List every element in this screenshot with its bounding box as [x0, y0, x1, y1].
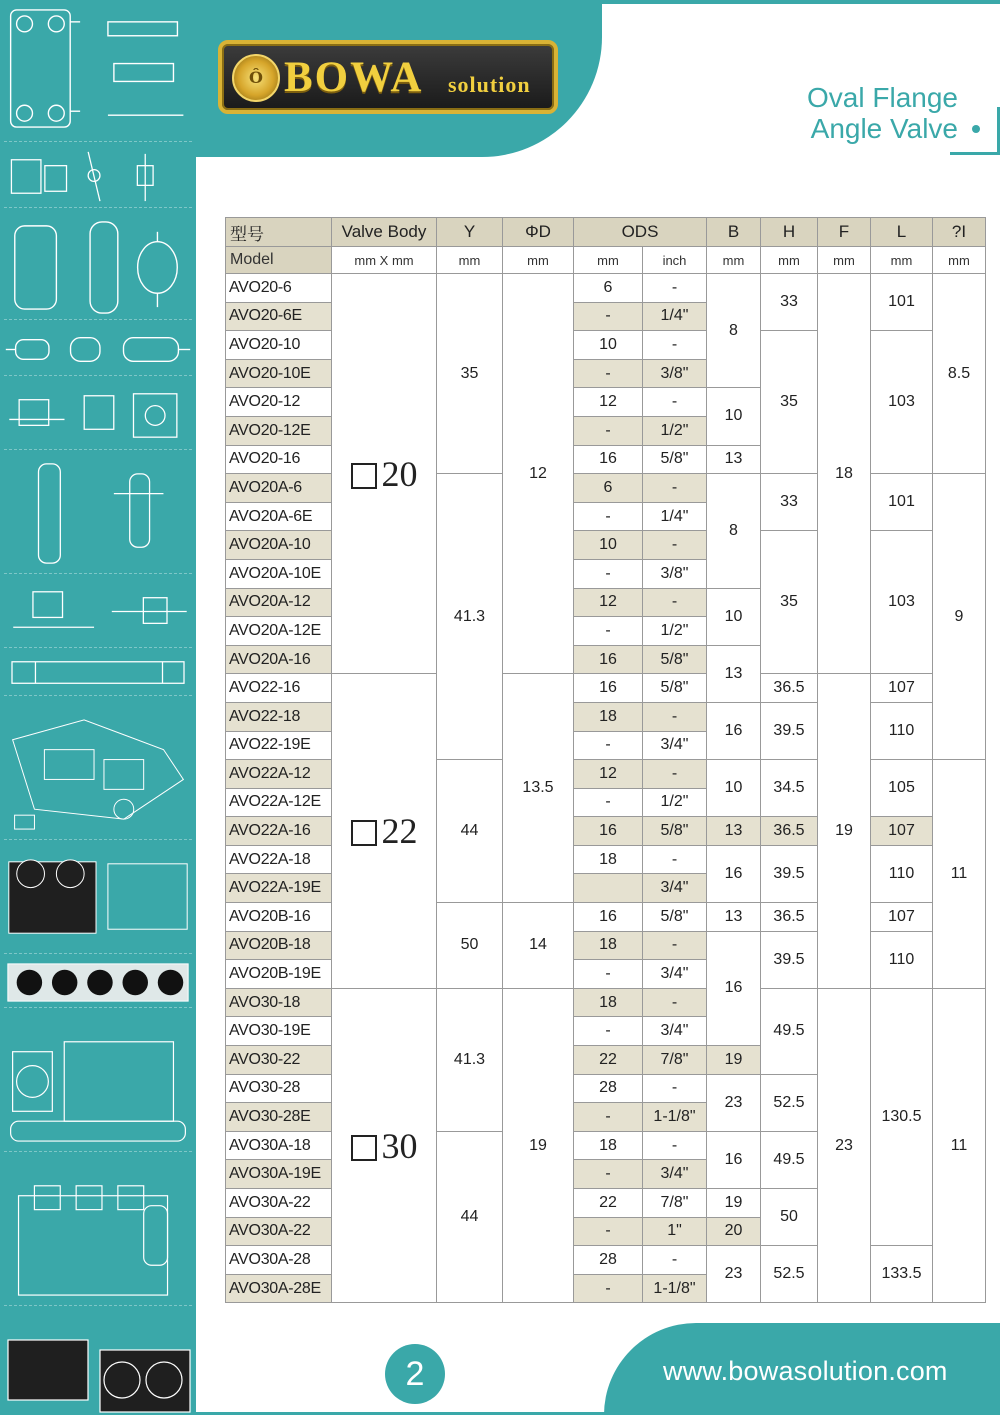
- ods-mm-cell: -: [574, 416, 643, 445]
- ods-inch-cell: 7/8": [643, 1046, 707, 1075]
- unit-header: mm: [707, 247, 761, 274]
- b-value-cell: 19: [707, 1046, 761, 1075]
- ods-inch-cell: 1-1/8": [643, 1103, 707, 1132]
- ods-mm-cell: -: [574, 960, 643, 989]
- model-cell: AVO20A-12E: [226, 617, 332, 646]
- model-cell: AVO30-28E: [226, 1103, 332, 1132]
- h-value-cell: 34.5: [761, 760, 818, 817]
- b-value-cell: 16: [707, 1131, 761, 1188]
- b-value-cell: 23: [707, 1246, 761, 1303]
- ods-inch-cell: 1": [643, 1217, 707, 1246]
- f-value-cell: 23: [818, 988, 871, 1303]
- title-line-1: Oval Flange: [807, 82, 958, 113]
- b-value-cell: 13: [707, 903, 761, 932]
- unit-header: mm: [818, 247, 871, 274]
- table-row: [226, 674, 986, 703]
- spec-table-body: [226, 274, 986, 1303]
- b-value-cell: 8: [707, 274, 761, 388]
- unit-header: mm: [933, 247, 986, 274]
- ods-inch-cell: 5/8": [643, 445, 707, 474]
- i-value-cell: 8.5: [933, 274, 986, 474]
- square-icon: [351, 820, 377, 846]
- chiller-unit-image: [4, 1310, 192, 1415]
- b-value-cell: 16: [707, 702, 761, 759]
- d-value-cell: 14: [503, 903, 574, 989]
- model-cell: AVO30-19E: [226, 1017, 332, 1046]
- ods-mm-cell: 16: [574, 817, 643, 846]
- ods-mm-cell: -: [574, 1274, 643, 1303]
- ods-mm-cell: 18: [574, 1131, 643, 1160]
- ods-mm-cell: -: [574, 1160, 643, 1189]
- b-value-cell: 16: [707, 931, 761, 1045]
- ods-mm-cell: 18: [574, 702, 643, 731]
- model-cell: AVO22A-16: [226, 817, 332, 846]
- model-cell: AVO22A-19E: [226, 874, 332, 903]
- h-value-cell: 39.5: [761, 931, 818, 988]
- unit-header: mm: [503, 247, 574, 274]
- ods-mm-cell: 10: [574, 531, 643, 560]
- ods-mm-cell: 12: [574, 760, 643, 789]
- ods-inch-cell: -: [643, 702, 707, 731]
- valve-body-cell: [332, 674, 437, 989]
- column-header: B: [707, 218, 761, 247]
- valve-body-cell: [332, 274, 437, 674]
- model-cell: AVO22-16: [226, 674, 332, 703]
- unit-header: mm X mm: [332, 247, 437, 274]
- ods-mm-cell: -: [574, 731, 643, 760]
- ods-mm-cell: -: [574, 617, 643, 646]
- h-value-cell: 52.5: [761, 1074, 818, 1131]
- column-header: F: [818, 218, 871, 247]
- condensing-unit-image: [4, 844, 192, 954]
- ods-inch-cell: -: [643, 1246, 707, 1275]
- ods-inch-cell: -: [643, 1131, 707, 1160]
- h-value-cell: 35: [761, 331, 818, 474]
- table-row: [226, 274, 986, 303]
- ods-mm-cell: [574, 874, 643, 903]
- table-row: [226, 988, 986, 1017]
- evaporator-fan-image: [4, 958, 192, 1008]
- ods-mm-cell: 16: [574, 445, 643, 474]
- model-cell: AVO20-10E: [226, 359, 332, 388]
- solenoid-valve-image: [4, 578, 192, 648]
- unit-header: mm: [574, 247, 643, 274]
- unit-header: inch: [643, 247, 707, 274]
- ods-inch-cell: 1/2": [643, 617, 707, 646]
- model-cell: AVO20B-16: [226, 903, 332, 932]
- model-cell: AVO22A-12: [226, 760, 332, 789]
- valve-body-value: 30: [381, 1125, 418, 1166]
- valve-assembly-image: [4, 380, 192, 450]
- ods-inch-cell: 3/4": [643, 1017, 707, 1046]
- d-value-cell: 12: [503, 274, 574, 674]
- ods-inch-cell: 7/8": [643, 1189, 707, 1218]
- model-cell: AVO20A-6E: [226, 502, 332, 531]
- ods-mm-cell: 18: [574, 845, 643, 874]
- brand-logo: [218, 40, 558, 114]
- column-header: 型号: [226, 218, 332, 247]
- y-value-cell: 41.3: [437, 988, 503, 1131]
- ods-inch-cell: -: [643, 474, 707, 503]
- ods-mm-cell: 6: [574, 474, 643, 503]
- f-value-cell: 18: [818, 274, 871, 674]
- column-header: ΦD: [503, 218, 574, 247]
- header-row: [226, 218, 986, 247]
- ods-inch-cell: 1/4": [643, 502, 707, 531]
- l-value-cell: 101: [871, 474, 933, 531]
- ods-inch-cell: -: [643, 531, 707, 560]
- unit-header: Model: [226, 247, 332, 274]
- brand-tagline: solution: [448, 72, 531, 97]
- spec-table: [225, 217, 986, 1303]
- ods-inch-cell: 3/8": [643, 559, 707, 588]
- b-value-cell: 10: [707, 388, 761, 445]
- ods-mm-cell: 6: [574, 274, 643, 303]
- h-value-cell: 39.5: [761, 702, 818, 759]
- compressor-unit-image: [4, 1012, 192, 1152]
- model-cell: AVO20B-19E: [226, 960, 332, 989]
- b-value-cell: 8: [707, 474, 761, 588]
- oil-separator-image: [4, 454, 192, 574]
- valve-body-value: 20: [381, 453, 418, 494]
- model-cell: AVO20A-10E: [226, 559, 332, 588]
- ods-inch-cell: 1/4": [643, 302, 707, 331]
- ods-inch-cell: 1/2": [643, 416, 707, 445]
- l-value-cell: 103: [871, 331, 933, 474]
- ods-mm-cell: 10: [574, 331, 643, 360]
- ods-mm-cell: 22: [574, 1189, 643, 1218]
- ods-inch-cell: 5/8": [643, 903, 707, 932]
- ods-mm-cell: 12: [574, 388, 643, 417]
- b-value-cell: 13: [707, 817, 761, 846]
- l-value-cell: 130.5: [871, 988, 933, 1245]
- filter-drier-image: [4, 324, 192, 376]
- ods-inch-cell: 1-1/8": [643, 1274, 707, 1303]
- model-cell: AVO20-6: [226, 274, 332, 303]
- h-value-cell: 36.5: [761, 903, 818, 932]
- b-value-cell: 23: [707, 1074, 761, 1131]
- model-cell: AVO30A-18: [226, 1131, 332, 1160]
- l-value-cell: 110: [871, 702, 933, 759]
- piping-diagram-image: [4, 700, 192, 840]
- square-icon: [351, 1135, 377, 1161]
- ods-mm-cell: -: [574, 1217, 643, 1246]
- column-header: L: [871, 218, 933, 247]
- ods-inch-cell: 5/8": [643, 645, 707, 674]
- l-value-cell: 110: [871, 931, 933, 988]
- l-value-cell: 107: [871, 817, 933, 846]
- i-value-cell: 11: [933, 760, 986, 989]
- ods-mm-cell: 18: [574, 988, 643, 1017]
- f-value-cell: 19: [818, 674, 871, 989]
- valve-body-value: 22: [381, 811, 418, 852]
- d-value-cell: 13.5: [503, 674, 574, 903]
- y-value-cell: 44: [437, 760, 503, 903]
- h-value-cell: 36.5: [761, 674, 818, 703]
- b-value-cell: 16: [707, 845, 761, 902]
- b-value-cell: 10: [707, 760, 761, 817]
- ods-inch-cell: 3/4": [643, 874, 707, 903]
- receiver-tank-image: [4, 212, 192, 320]
- column-header: H: [761, 218, 818, 247]
- model-cell: AVO20-12E: [226, 416, 332, 445]
- ods-inch-cell: -: [643, 1074, 707, 1103]
- ods-inch-cell: -: [643, 988, 707, 1017]
- rail-diagram-image: [4, 652, 192, 696]
- ods-inch-cell: 5/8": [643, 817, 707, 846]
- y-value-cell: 50: [437, 903, 503, 989]
- l-value-cell: 133.5: [871, 1246, 933, 1303]
- l-value-cell: 105: [871, 760, 933, 817]
- ods-mm-cell: 22: [574, 1046, 643, 1075]
- y-value-cell: 41.3: [437, 474, 503, 760]
- ods-mm-cell: 16: [574, 645, 643, 674]
- title-bracket: [950, 107, 1000, 155]
- square-icon: [351, 463, 377, 489]
- logo-emblem-icon: Ô: [232, 54, 280, 102]
- d-value-cell: 19: [503, 988, 574, 1303]
- rack-unit-image: [4, 1156, 192, 1306]
- model-cell: AVO30A-22: [226, 1189, 332, 1218]
- ods-mm-cell: 28: [574, 1074, 643, 1103]
- ods-inch-cell: -: [643, 388, 707, 417]
- model-cell: AVO20A-16: [226, 645, 332, 674]
- valve-parts-image: [4, 146, 192, 208]
- website-url: www.bowasolution.com: [663, 1356, 948, 1386]
- model-cell: AVO22-19E: [226, 731, 332, 760]
- column-header: ODS: [574, 218, 707, 247]
- ods-inch-cell: 3/4": [643, 731, 707, 760]
- h-value-cell: 50: [761, 1189, 818, 1246]
- l-value-cell: 103: [871, 531, 933, 674]
- ods-mm-cell: 28: [574, 1246, 643, 1275]
- brand-name: BOWA: [284, 54, 424, 101]
- i-value-cell: 9: [933, 474, 986, 760]
- model-cell: AVO30-18: [226, 988, 332, 1017]
- l-value-cell: 101: [871, 274, 933, 331]
- h-value-cell: 49.5: [761, 988, 818, 1074]
- ods-mm-cell: -: [574, 502, 643, 531]
- model-cell: AVO20-10: [226, 331, 332, 360]
- model-cell: AVO20-16: [226, 445, 332, 474]
- b-value-cell: 13: [707, 445, 761, 474]
- plate-heat-exchanger-image: [4, 2, 192, 142]
- model-cell: AVO22-18: [226, 702, 332, 731]
- ods-mm-cell: -: [574, 559, 643, 588]
- ods-inch-cell: -: [643, 274, 707, 303]
- ods-mm-cell: 12: [574, 588, 643, 617]
- model-cell: AVO20A-12: [226, 588, 332, 617]
- h-value-cell: 39.5: [761, 845, 818, 902]
- model-cell: AVO20A-10: [226, 531, 332, 560]
- valve-body-cell: [332, 988, 437, 1303]
- ods-inch-cell: 3/4": [643, 960, 707, 989]
- model-cell: AVO30-28: [226, 1074, 332, 1103]
- model-cell: AVO30A-28E: [226, 1274, 332, 1303]
- ods-mm-cell: -: [574, 302, 643, 331]
- ods-mm-cell: 18: [574, 931, 643, 960]
- h-value-cell: 33: [761, 474, 818, 531]
- ods-mm-cell: 16: [574, 903, 643, 932]
- l-value-cell: 110: [871, 845, 933, 902]
- ods-mm-cell: -: [574, 788, 643, 817]
- unit-header: mm: [761, 247, 818, 274]
- column-header: Y: [437, 218, 503, 247]
- b-value-cell: 13: [707, 645, 761, 702]
- y-value-cell: 44: [437, 1131, 503, 1303]
- ods-inch-cell: 3/8": [643, 359, 707, 388]
- unit-header: mm: [871, 247, 933, 274]
- ods-inch-cell: -: [643, 588, 707, 617]
- h-value-cell: 52.5: [761, 1246, 818, 1303]
- h-value-cell: 36.5: [761, 817, 818, 846]
- ods-mm-cell: -: [574, 1103, 643, 1132]
- ods-inch-cell: -: [643, 845, 707, 874]
- b-value-cell: 10: [707, 588, 761, 645]
- page-title: [807, 82, 958, 144]
- b-value-cell: 19: [707, 1189, 761, 1218]
- column-header: Valve Body: [332, 218, 437, 247]
- y-value-cell: 35: [437, 274, 503, 474]
- h-value-cell: 35: [761, 531, 818, 674]
- l-value-cell: 107: [871, 903, 933, 932]
- model-cell: AVO30A-22: [226, 1217, 332, 1246]
- ods-inch-cell: 5/8": [643, 674, 707, 703]
- product-thumbnail-strip: [0, 0, 196, 1415]
- page-number: 2: [385, 1344, 445, 1404]
- ods-inch-cell: -: [643, 931, 707, 960]
- unit-header: mm: [437, 247, 503, 274]
- unit-row: [226, 247, 986, 274]
- model-cell: AVO20A-6: [226, 474, 332, 503]
- model-cell: AVO30-22: [226, 1046, 332, 1075]
- i-value-cell: 11: [933, 988, 986, 1303]
- ods-inch-cell: -: [643, 331, 707, 360]
- model-cell: AVO20-6E: [226, 302, 332, 331]
- ods-inch-cell: -: [643, 760, 707, 789]
- model-cell: AVO22A-18: [226, 845, 332, 874]
- ods-mm-cell: -: [574, 1017, 643, 1046]
- model-cell: AVO30A-28: [226, 1246, 332, 1275]
- ods-inch-cell: 1/2": [643, 788, 707, 817]
- column-header: ?I: [933, 218, 986, 247]
- h-value-cell: 33: [761, 274, 818, 331]
- ods-mm-cell: 16: [574, 674, 643, 703]
- ods-mm-cell: -: [574, 359, 643, 388]
- b-value-cell: 20: [707, 1217, 761, 1246]
- model-cell: AVO22A-12E: [226, 788, 332, 817]
- h-value-cell: 49.5: [761, 1131, 818, 1188]
- title-line-2: Angle Valve: [810, 113, 958, 144]
- l-value-cell: 107: [871, 674, 933, 703]
- model-cell: AVO30A-19E: [226, 1160, 332, 1189]
- ods-inch-cell: 3/4": [643, 1160, 707, 1189]
- model-cell: AVO20-12: [226, 388, 332, 417]
- model-cell: AVO20B-18: [226, 931, 332, 960]
